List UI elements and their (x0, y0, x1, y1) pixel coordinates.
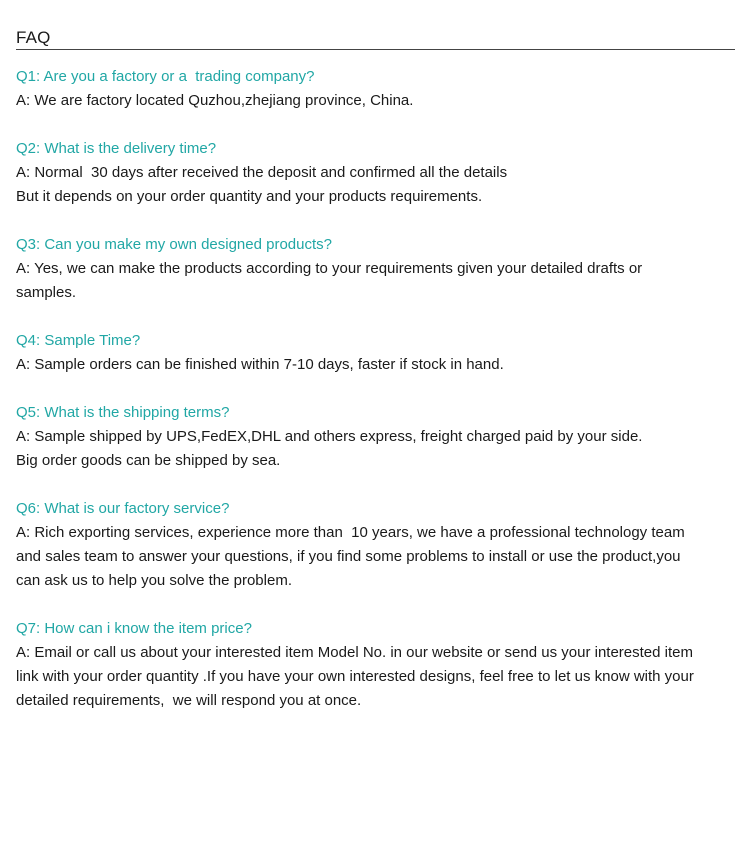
faq-question-5: Q5: What is the shipping terms? (16, 404, 230, 421)
faq-question-7: Q7: How can i know the item price? (16, 620, 252, 637)
faq-answer-2-line-1: A: Normal 30 days after received the deposit and confirmed all the details (16, 164, 508, 181)
faq-item-3 (16, 233, 744, 305)
faq-answer-6-line-2: and sales team to answer your questions, if you find some problems to install or use the product,you (16, 548, 681, 565)
faq-answer-5-line-1: A: Sample shipped by UPS,FedEX,DHL and others express, freight charged paid by your side. (16, 428, 643, 445)
faq-item-2 (16, 137, 744, 209)
faq-question-6: Q6: What is our factory service? (16, 500, 230, 517)
faq-question-1: Q1: Are you a factory or a trading company? (16, 68, 315, 85)
faq-question-3: Q3: Can you make my own designed products? (16, 236, 333, 253)
faq-item-1 (16, 65, 744, 113)
faq-item-6 (16, 497, 744, 593)
faq-item-7 (16, 617, 744, 713)
faq-question-4: Q4: Sample Time? (16, 332, 141, 349)
faq-answer-7-line-2: link with your order quantity .If you have your own interested designs, feel free to let us know with your (16, 668, 694, 685)
title-divider (16, 49, 735, 50)
faq-question-2: Q2: What is the delivery time? (16, 140, 217, 157)
faq-answer-4-line-1: A: Sample orders can be finished within 7-10 days, faster if stock in hand. (16, 356, 504, 373)
faq-answer-7-line-3: detailed requirements, we will respond you at once. (16, 692, 362, 709)
faq-answer-6-line-3: can ask us to help you solve the problem. (16, 572, 292, 589)
faq-answer-6-line-1: A: Rich exporting services, experience more than 10 years, we have a professional technology team (16, 524, 685, 541)
faq-answer-7-line-1: A: Email or call us about your interested item Model No. in our website or send us your interested item (16, 644, 693, 661)
faq-answer-2-line-2: But it depends on your order quantity and your products requirements. (16, 188, 483, 205)
faq-answer-3-line-2: samples. (16, 284, 77, 301)
faq-item-5 (16, 401, 744, 473)
faq-list (16, 65, 744, 737)
faq-answer-5-line-2: Big order goods can be shipped by sea. (16, 452, 281, 469)
faq-item-4 (16, 329, 744, 377)
faq-answer-3-line-1: A: Yes, we can make the products according to your requirements given your detailed drafts or (16, 260, 643, 277)
faq-answer-1-line-1: A: We are factory located Quzhou,zhejiang province, China. (16, 92, 414, 109)
page-title: FAQ (16, 28, 51, 47)
